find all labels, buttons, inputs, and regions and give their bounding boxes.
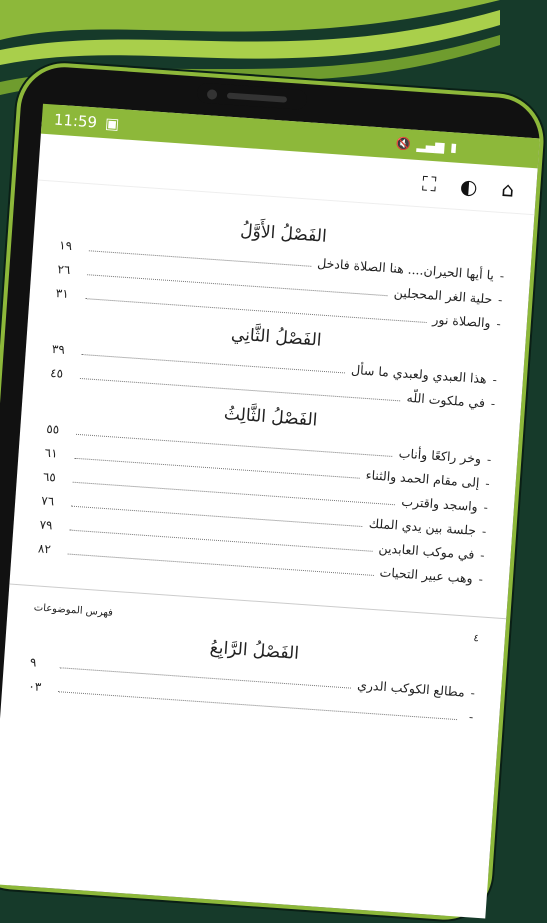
footer-label: فهرس الموضوعات: [33, 602, 114, 619]
toc-row[interactable]: - في موكب العابدين ٧٩: [39, 517, 486, 563]
toc-row[interactable]: - جلسة بين يدي الملك ٧٦: [40, 493, 487, 539]
toc-row[interactable]: - وهب عبير التحيات ٨٢: [37, 541, 484, 587]
section-title-4: الفَصْلُ الرَّابِعُ: [209, 637, 300, 664]
toc-row[interactable]: - يا أيها الحيران.... هنا الصلاة فادخل ١٩: [58, 238, 505, 284]
brightness-icon[interactable]: ◐: [459, 174, 479, 200]
phone-frame: [0, 60, 547, 923]
toc-row[interactable]: - ٠٣: [27, 679, 474, 725]
section-title-1: الفَصْلُ الأَوَّلُ: [239, 220, 328, 247]
toc-row[interactable]: - حلية الغر المحجلين ٢٦: [57, 262, 503, 308]
document-page: [0, 181, 534, 749]
toc-row[interactable]: - وخر راكعًا وأناب ٥٥: [45, 421, 492, 467]
section-title-2: الفَصْلُ الثَّانِي: [230, 324, 323, 351]
mute-icon: 🔇: [395, 136, 412, 152]
home-icon[interactable]: ⌂: [500, 176, 515, 202]
toc-row[interactable]: - مطالع الكوكب الدري ٩: [29, 655, 476, 701]
toc-row[interactable]: - في ملكوت اللّه ٤٥: [49, 365, 496, 411]
phone-screen: [0, 104, 540, 919]
footer-page-number: ٤: [472, 633, 480, 645]
fullscreen-icon[interactable]: ⛶: [421, 171, 438, 197]
toc-row[interactable]: - واسجد واقترب ٦٥: [42, 469, 489, 515]
section-title-3: الفَصْلُ الثَّالِثُ: [223, 404, 319, 431]
battery-icon: ▮: [449, 140, 458, 155]
toc-row[interactable]: - هذا العبدي ولعبدي ما سأل ٣٩: [51, 341, 498, 388]
status-time: 11:59: [53, 110, 98, 132]
toc-row[interactable]: - والصلاة نور ٣١: [55, 286, 502, 332]
toc-row[interactable]: - إلى مقام الحمد والثناء ٦١: [44, 445, 491, 491]
signal-icon: ▂▄▆: [416, 137, 445, 154]
image-notification-icon: ▣: [104, 114, 120, 134]
